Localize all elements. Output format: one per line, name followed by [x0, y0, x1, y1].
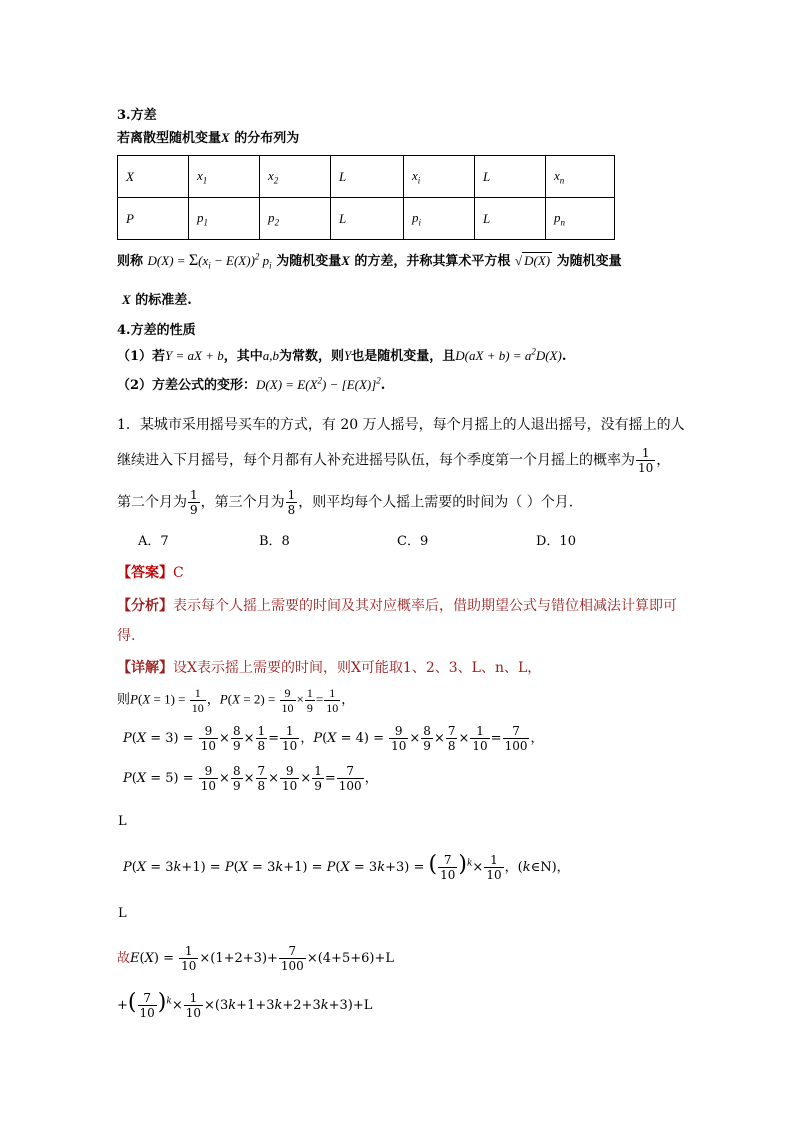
table-row — [118, 198, 615, 240]
analysis-line-2: 得. — [117, 628, 136, 644]
table-cell: L — [331, 198, 404, 240]
variance-definition: 则称 $D(X) = \Sigma(x_i - E(X))^2$ $p_i$ 为随机变量X 的方差，并称其算术平方根 √ D(X) 为随机变量 — [117, 251, 622, 271]
table-cell: L — [475, 198, 546, 240]
ellipsis-1: L — [118, 814, 127, 829]
table-cell: P — [118, 198, 189, 240]
section-3-heading: 3.方差 — [117, 108, 157, 123]
detail-eq-3: P(X = 5) = $\frac{9}{10}$ × $\frac{8}{9}$ × $\frac{7}{8}$ × $\frac{9}{10}$ × $\frac{1}{9}$ = $\frac{7}{100}$ ， — [123, 764, 378, 793]
table-cell: $x_2$ — [260, 156, 331, 198]
answer: 【答案】C — [117, 565, 184, 581]
table-cell: $p_n$ — [546, 198, 615, 240]
property-2: （2）方差公式的变形：$D(X) = E(X^2) - [E(X)]^2$. — [117, 375, 386, 393]
option-b: B．8 — [259, 534, 290, 549]
analysis-line-1: 【分析】表示每个人摇上需要的时间及其对应概率后，借助期望公式与错位相减法计算即可 — [117, 598, 677, 614]
property-1: （1）若Y = aX + b，其中a,b为常数，则Y也是随机变量，且$D(aX + b) = a^2D(X)$. — [117, 346, 567, 364]
sqrt-formula: √ D(X) — [514, 253, 551, 268]
table-cell: $p_i$ — [404, 198, 475, 240]
detail-eq-5: 故E(X) = $\frac{1}{10}$ ×(1+2+3)+ $\frac{7}{100}$ ×(4+5+6)+L — [117, 944, 394, 973]
table-cell: $x_n$ — [546, 156, 615, 198]
detail-eq-6: +( $\frac{7}{10}$ )$^k$× $\frac{1}{10}$ ×(3k+1+3k+2+3k+3)+L — [117, 990, 373, 1020]
distribution-table — [117, 155, 615, 240]
option-c: C．9 — [397, 534, 429, 549]
ellipsis-2: L — [118, 906, 127, 921]
table-cell: $x_i$ — [404, 156, 475, 198]
std-definition: X 的标准差. — [122, 292, 192, 308]
problem-line-3: 第二个月为 $\frac{1}{9}$ ，第三个月为 $\frac{1}{8}$ ，则平均每个人摇上需要的时间为（ ）个月. — [117, 488, 574, 517]
option-a: A．7 — [138, 534, 169, 549]
table-cell: $p_1$ — [189, 198, 260, 240]
option-d: D．10 — [536, 534, 576, 549]
detail-line: 【详解】设X表示摇上需要的时间，则X可能取1、2、3、L、n、L， — [117, 660, 542, 676]
table-cell: $x_1$ — [189, 156, 260, 198]
table-cell: L — [475, 156, 546, 198]
variance-formula: $D(X) = \Sigma(x_i - E(X))^2$ $p_i$ — [147, 251, 272, 271]
detail-eq-4: P(X = 3k+1) = P(X = 3k+1) = P(X = 3k+3) = ( $\frac{7}{10}$ )$^k$× $\frac{1}{10}$ ，(k∈N)， — [123, 852, 570, 882]
section-4-heading: 4.方差的性质 — [117, 323, 196, 338]
detail-eq-1: 则P(X = 1) = $\frac{1}{10}$ ，P(X = 2) = $\frac{9}{10}$ × $\frac{1}{9}$ = $\frac{1}{10}$ ， — [117, 686, 355, 715]
problem-line-2: 继续进入下月摇号，每个月都有人补充进摇号队伍，每个季度第一个月摇上的概率为 $\frac{1}{10}$ ， — [117, 446, 671, 475]
problem-line-1: 1．某城市采用摇号买车的方式，有 20 万人摇号，每个月摇上的人退出摇号，没有摇上的人 — [117, 417, 685, 433]
detail-eq-2: P(X = 3) = $\frac{9}{10}$ × $\frac{8}{9}$ × $\frac{1}{8}$ = $\frac{1}{10}$ ，P(X = 4) = $\frac{9}{10}$ × $\frac{8}{9}$ × $\frac{7}{8}$ × $\frac{1}{10}$ = $\frac{7}{100}$ ， — [123, 724, 544, 753]
table-cell: $p_2$ — [260, 198, 331, 240]
table-cell: L — [331, 156, 404, 198]
table-row — [118, 156, 615, 198]
section-3-intro: 若离散型随机变量X 的分布列为 — [117, 130, 300, 146]
table-cell: X — [118, 156, 189, 198]
